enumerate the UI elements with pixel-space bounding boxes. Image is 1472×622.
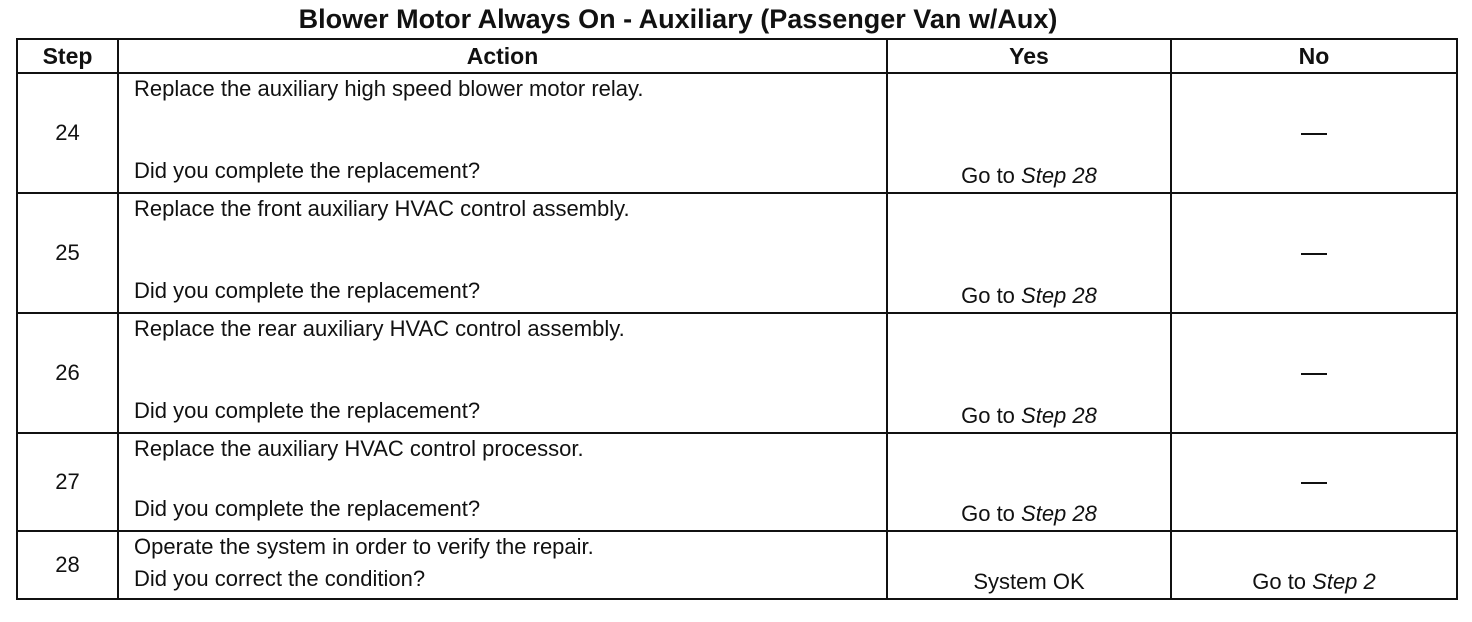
action-cell bbox=[118, 433, 887, 531]
header-no: No bbox=[1171, 39, 1457, 73]
no-dash bbox=[1301, 253, 1327, 255]
yes-cell bbox=[887, 313, 1171, 433]
table-row bbox=[17, 193, 1457, 313]
step-number: 24 bbox=[17, 73, 118, 193]
yes-step-link[interactable]: Step 28 bbox=[1021, 163, 1097, 188]
yes-cell bbox=[887, 73, 1171, 193]
action-question: Did you complete the replacement? bbox=[134, 398, 481, 423]
action-text: Replace the auxiliary high speed blower motor relay. bbox=[134, 76, 644, 101]
step-number: 26 bbox=[17, 313, 118, 433]
header-yes: Yes bbox=[887, 39, 1171, 73]
action-cell bbox=[118, 193, 887, 313]
action-text: Replace the rear auxiliary HVAC control assembly. bbox=[134, 316, 625, 341]
yes-text: System OK bbox=[973, 569, 1085, 594]
step-number: 28 bbox=[17, 531, 118, 599]
step-number: 27 bbox=[17, 433, 118, 531]
table-row bbox=[17, 313, 1457, 433]
table-header-row bbox=[17, 39, 1457, 73]
diagnostic-table bbox=[16, 38, 1458, 600]
action-question: Did you correct the condition? bbox=[134, 566, 426, 591]
no-prefix: Go to bbox=[1252, 569, 1313, 594]
table-row bbox=[17, 433, 1457, 531]
no-cell bbox=[1171, 73, 1457, 193]
table-row bbox=[17, 531, 1457, 599]
action-text: Operate the system in order to verify the repair. bbox=[134, 534, 594, 559]
page-title: Blower Motor Always On - Auxiliary (Passenger Van w/Aux) bbox=[298, 4, 1058, 34]
yes-prefix: Go to bbox=[961, 501, 1022, 526]
action-text: Replace the front auxiliary HVAC control assembly. bbox=[134, 196, 630, 221]
yes-step-link[interactable]: Step 28 bbox=[1021, 501, 1097, 526]
action-cell bbox=[118, 531, 887, 599]
yes-prefix: Go to bbox=[961, 163, 1022, 188]
action-question: Did you complete the replacement? bbox=[134, 278, 481, 303]
action-question: Did you complete the replacement? bbox=[134, 158, 481, 183]
yes-step-link[interactable]: Step 28 bbox=[1021, 403, 1097, 428]
action-cell bbox=[118, 313, 887, 433]
yes-step-link[interactable]: Step 28 bbox=[1021, 283, 1097, 308]
action-cell bbox=[118, 73, 887, 193]
header-step: Step bbox=[17, 39, 118, 73]
yes-cell bbox=[887, 433, 1171, 531]
header-action: Action bbox=[118, 39, 887, 73]
yes-cell bbox=[887, 531, 1171, 599]
no-dash bbox=[1301, 373, 1327, 375]
yes-cell bbox=[887, 193, 1171, 313]
no-cell bbox=[1171, 193, 1457, 313]
yes-prefix: Go to bbox=[961, 283, 1022, 308]
no-cell bbox=[1171, 313, 1457, 433]
step-number: 25 bbox=[17, 193, 118, 313]
action-text: Replace the auxiliary HVAC control processor. bbox=[134, 436, 584, 461]
no-cell bbox=[1171, 433, 1457, 531]
no-dash bbox=[1301, 133, 1327, 135]
yes-prefix: Go to bbox=[961, 403, 1022, 428]
no-cell bbox=[1171, 531, 1457, 599]
no-step-link[interactable]: Step 2 bbox=[1312, 569, 1376, 594]
no-dash bbox=[1301, 482, 1327, 484]
table-row bbox=[17, 73, 1457, 193]
action-question: Did you complete the replacement? bbox=[134, 496, 481, 521]
